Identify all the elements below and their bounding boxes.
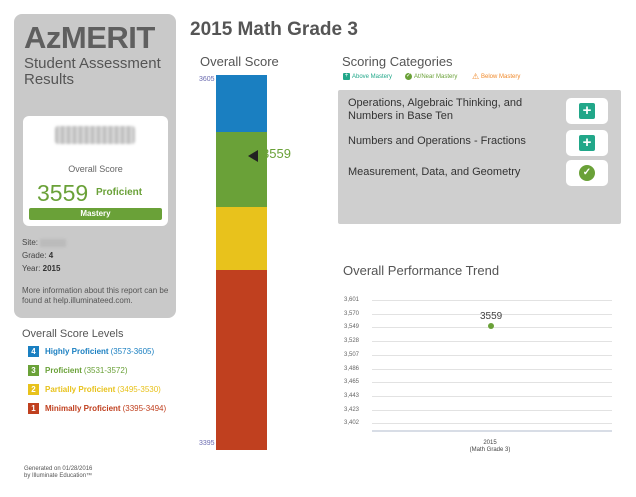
score-card-label: Overall Score — [68, 164, 123, 174]
levels-title: Overall Score Levels — [22, 328, 124, 340]
legend-below-mastery — [472, 73, 520, 80]
plus-icon: + — [579, 103, 595, 119]
level-name: Partially Proficient — [45, 385, 116, 394]
category-status-button[interactable] — [566, 130, 608, 156]
level-badge: 2 — [28, 384, 39, 395]
category-label: Numbers and Operations - Fractions — [348, 135, 526, 147]
level-name: Highly Proficient — [45, 347, 109, 356]
trend-x-label-year: 2015 — [483, 440, 497, 446]
plus-icon: + — [344, 73, 349, 79]
brand-subtitle: Student Assessment Results — [24, 55, 161, 88]
level-name: Minimally Proficient — [45, 404, 121, 413]
level-badge: 3 — [28, 365, 39, 376]
student-name-redacted — [55, 126, 135, 144]
category-label: Operations, Algebraic Thinking, and Numbers in Base Ten — [348, 97, 523, 122]
level-range: (3395-3494) — [122, 404, 167, 413]
level-row-2 — [28, 384, 161, 396]
trend-gridline — [372, 382, 612, 383]
category-label: Measurement, Data, and Geometry — [348, 166, 521, 178]
year-row — [22, 264, 60, 273]
year-value: 2015 — [42, 264, 61, 273]
score-card-value: 3559 — [37, 180, 89, 206]
legend-at-near-mastery — [405, 73, 457, 80]
trend-x-label-subject: (Math Grade 3) — [469, 447, 511, 453]
level-range: (3531-3572) — [83, 366, 128, 375]
trend-y-tick-label: 3,570 — [344, 310, 360, 317]
scoring-categories-title: Scoring Categories — [342, 54, 453, 69]
trend-y-tick-label: 3,465 — [344, 379, 360, 386]
level-badge: 4 — [28, 346, 39, 357]
grade-value: 4 — [48, 251, 54, 260]
trend-gridline — [372, 396, 612, 397]
category-status-button[interactable] — [566, 160, 608, 186]
scale-max-label: 3605 — [199, 76, 215, 83]
score-card-level: Proficient — [96, 187, 143, 198]
grade-row — [22, 251, 53, 260]
legend-label: At/Near Mastery — [414, 74, 458, 81]
level-name: Proficient — [45, 366, 82, 375]
trend-y-tick-label: 3,486 — [344, 365, 360, 372]
check-icon: ✓ — [405, 73, 412, 79]
site-row — [22, 238, 66, 247]
trend-x-label — [460, 440, 520, 454]
bar-segment-proficient — [216, 132, 267, 207]
trend-gridline — [372, 410, 612, 411]
trend-gridline — [372, 423, 612, 424]
trend-y-tick-label: 3,601 — [344, 297, 360, 303]
trend-y-tick-label: 3,423 — [344, 406, 360, 413]
legend-label: Above Mastery — [352, 74, 393, 81]
trend-title: Overall Performance Trend — [343, 263, 500, 278]
page-title: 2015 Math Grade 3 — [190, 19, 358, 40]
scale-min-label: 3395 — [199, 440, 215, 447]
level-badge: 1 — [28, 403, 39, 414]
trend-y-tick-label: 3,443 — [344, 392, 360, 399]
level-row-3 — [28, 365, 128, 377]
site-label: Site: — [22, 238, 39, 247]
plus-icon: + — [579, 135, 595, 151]
bar-segment-partially-proficient — [216, 207, 267, 270]
brand-logo: AzMERIT — [24, 20, 155, 55]
trend-gridline — [372, 341, 612, 342]
year-label: Year: — [22, 264, 41, 273]
footer-generated: Generated on 01/28/2016 — [24, 466, 93, 472]
scoring-categories-panel — [338, 90, 621, 224]
mastery-badge: Mastery — [29, 208, 162, 220]
trend-y-tick-label: 3,528 — [344, 338, 360, 345]
bar-segment-minimally-proficient — [216, 270, 267, 450]
student-summary-panel — [14, 14, 176, 318]
site-redacted — [40, 239, 66, 247]
footer-vendor: by Illuminate Education™ — [24, 473, 93, 479]
score-card — [23, 116, 168, 226]
level-row-4 — [28, 346, 154, 358]
score-marker-value: 3559 — [262, 146, 291, 161]
trend-gridline — [372, 300, 612, 301]
trend-x-axis — [372, 430, 612, 432]
bar-segment-highly-proficient — [216, 75, 267, 132]
trend-y-tick-label: 3,402 — [344, 420, 360, 427]
score-marker-icon — [248, 150, 258, 162]
level-range: (3495-3530) — [117, 385, 161, 394]
legend-label: Below Mastery — [481, 74, 521, 81]
overall-score-title: Overall Score — [200, 54, 279, 69]
trend-point[interactable] — [488, 323, 494, 329]
level-range: (3573-3605) — [110, 347, 155, 356]
trend-y-tick-label: 3,549 — [344, 324, 360, 331]
legend-above-mastery — [343, 73, 392, 80]
trend-point-label: 3559 — [480, 311, 503, 322]
check-icon: ✓ — [579, 165, 595, 181]
trend-gridline — [372, 369, 612, 370]
warning-icon: ⚠ — [472, 72, 480, 81]
info-note: More information about this report can be found at help.illuminateed.com. — [22, 286, 169, 305]
trend-y-tick-label: 3,507 — [344, 351, 360, 358]
category-status-button[interactable] — [566, 98, 608, 124]
footer — [24, 466, 92, 480]
grade-label: Grade: — [22, 251, 47, 260]
trend-gridline — [372, 355, 612, 356]
level-row-1 — [28, 403, 166, 415]
